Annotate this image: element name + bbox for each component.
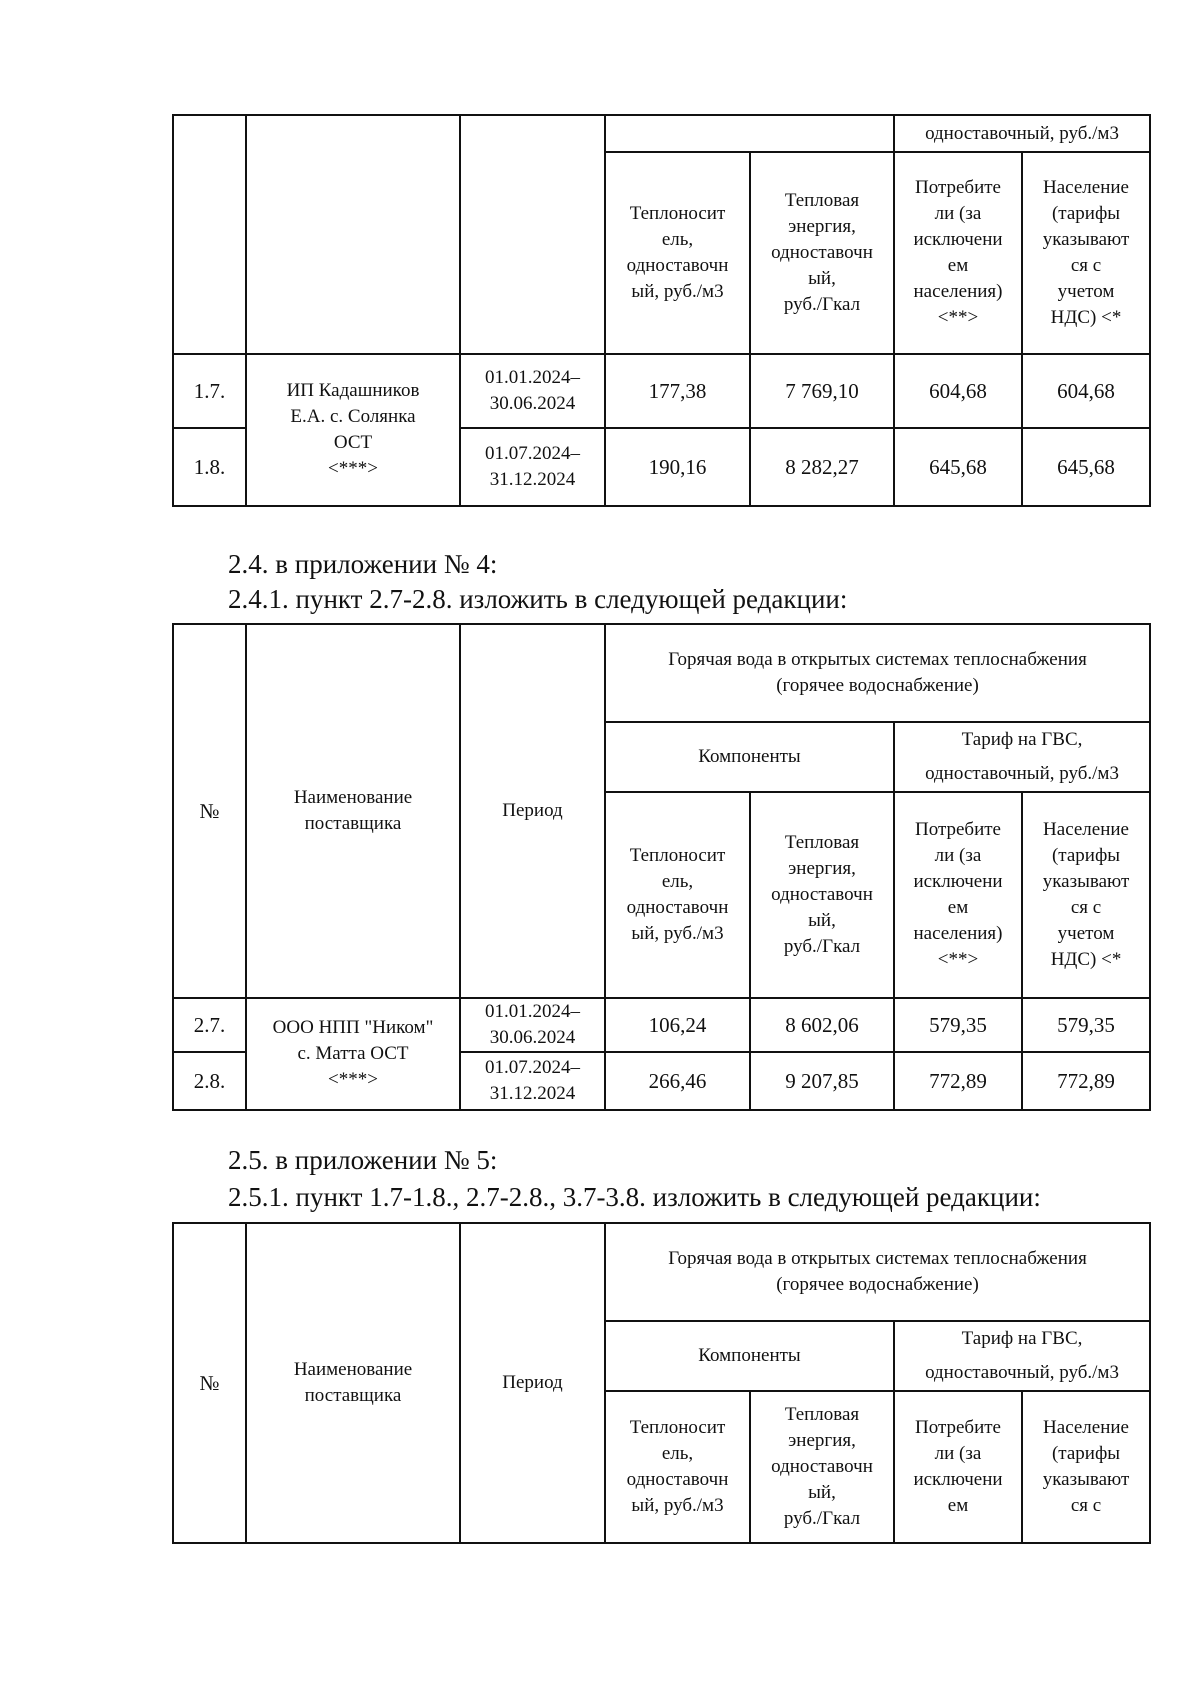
population-value: 579,35 [1022, 998, 1150, 1052]
population-value: 604,68 [1022, 354, 1150, 428]
section-heading-2-5: 2.5. в приложении № 5: [228, 1145, 498, 1175]
header-heat-energy: Тепловая энергия, одноставочн ый, руб./Гкал [750, 152, 894, 354]
row-number: 2.8. [173, 1052, 246, 1110]
header-tariff-cell: одноставочный, руб./м3 [894, 115, 1150, 152]
header-supplier: Наименование поставщика [246, 624, 460, 998]
consumers-value: 772,89 [894, 1052, 1022, 1110]
header-hot-water: Горячая вода в открытых системах теплоснабжения (горячее водоснабжение) [605, 1223, 1150, 1321]
section-heading-2-4-1: 2.4.1. пункт 2.7-2.8. изложить в следующей редакции: [228, 584, 848, 614]
header-no: № [173, 624, 246, 998]
tariff-table-appendix-3 [172, 114, 1151, 507]
population-value: 645,68 [1022, 428, 1150, 506]
header-supplier-cell [246, 115, 460, 354]
header-tariff: Тариф на ГВС, одноставочный, руб./м3 [894, 722, 1150, 792]
header-period: Период [460, 1223, 605, 1543]
heat-value: 7 769,10 [750, 354, 894, 428]
heat-value: 9 207,85 [750, 1052, 894, 1110]
header-no-cell [173, 115, 246, 354]
coolant-value: 266,46 [605, 1052, 750, 1110]
row-period: 01.07.2024– 31.12.2024 [460, 428, 605, 506]
header-consumers: Потребите ли (за исключени ем населения) <**> [894, 792, 1022, 998]
header-components: Компоненты [605, 1321, 894, 1391]
header-population: Население (тарифы указывают ся с учетом НДС) <* [1022, 792, 1150, 998]
supplier-name: ООО НПП "Ником" с. Матта ОСТ <***> [246, 998, 460, 1110]
header-supplier: Наименование поставщика [246, 1223, 460, 1543]
header-components-cell [605, 115, 894, 152]
header-population: Население (тарифы указывают ся с учетом НДС) <* [1022, 152, 1150, 354]
header-period-cell [460, 115, 605, 354]
row-number: 2.7. [173, 998, 246, 1052]
header-heat-energy: Тепловая энергия, одноставочн ый, руб./Гкал [750, 1391, 894, 1543]
header-consumers: Потребите ли (за исключени ем [894, 1391, 1022, 1543]
coolant-value: 177,38 [605, 354, 750, 428]
consumers-value: 604,68 [894, 354, 1022, 428]
population-value: 772,89 [1022, 1052, 1150, 1110]
table-row [173, 998, 1150, 1052]
row-period: 01.01.2024– 30.06.2024 [460, 998, 605, 1052]
row-number: 1.7. [173, 354, 246, 428]
heat-value: 8 282,27 [750, 428, 894, 506]
consumers-value: 579,35 [894, 998, 1022, 1052]
heat-value: 8 602,06 [750, 998, 894, 1052]
coolant-value: 106,24 [605, 998, 750, 1052]
section-heading-2-4: 2.4. в приложении № 4: [228, 549, 498, 579]
header-coolant: Теплоносит ель, одноставочн ый, руб./м3 [605, 1391, 750, 1543]
section-heading-2-5-1: 2.5.1. пункт 1.7-1.8., 2.7-2.8., 3.7-3.8. изложить в следующей редакции: [228, 1182, 1041, 1212]
coolant-value: 190,16 [605, 428, 750, 506]
header-population: Население (тарифы указывают ся с [1022, 1391, 1150, 1543]
tariff-table-appendix-5 [172, 1222, 1151, 1544]
header-tariff: Тариф на ГВС, одноставочный, руб./м3 [894, 1321, 1150, 1391]
header-coolant: Теплоносит ель, одноставочн ый, руб./м3 [605, 792, 750, 998]
header-coolant: Теплоносит ель, одноставочн ый, руб./м3 [605, 152, 750, 354]
consumers-value: 645,68 [894, 428, 1022, 506]
header-components: Компоненты [605, 722, 894, 792]
header-no: № [173, 1223, 246, 1543]
tariff-table-appendix-4 [172, 623, 1151, 1111]
row-number: 1.8. [173, 428, 246, 506]
header-consumers: Потребите ли (за исключени ем населения) <**> [894, 152, 1022, 354]
table-row [173, 354, 1150, 428]
header-period: Период [460, 624, 605, 998]
row-period: 01.01.2024– 30.06.2024 [460, 354, 605, 428]
supplier-name: ИП Кадашников Е.А. с. Солянка ОСТ <***> [246, 354, 460, 506]
header-heat-energy: Тепловая энергия, одноставочн ый, руб./Гкал [750, 792, 894, 998]
header-hot-water: Горячая вода в открытых системах теплоснабжения (горячее водоснабжение) [605, 624, 1150, 722]
row-period: 01.07.2024– 31.12.2024 [460, 1052, 605, 1110]
